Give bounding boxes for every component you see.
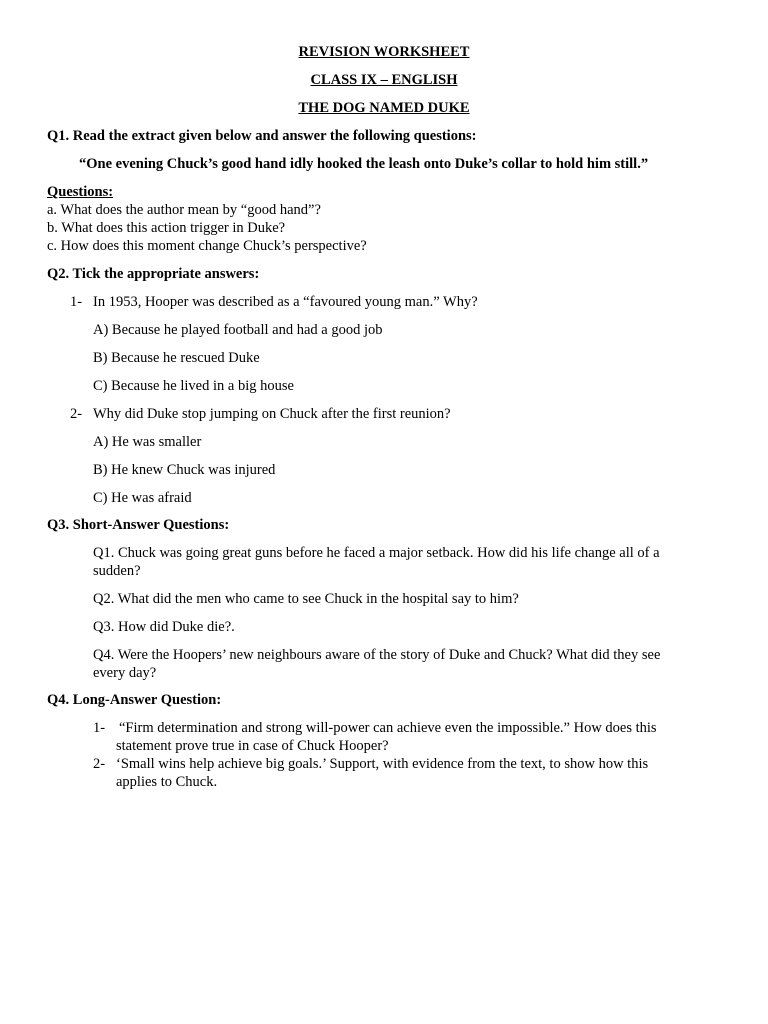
q4-item-1-line1: “Firm determination and strong will-power can achieve even the impossible.” How does this <box>119 720 657 736</box>
q2-question-1-text: In 1953, Hooper was described as a “favoured young man.” Why? <box>93 294 478 310</box>
q2-heading: Q2. Tick the appropriate answers: <box>47 266 260 282</box>
q2-question-2-option-a: A) He was smaller <box>93 434 202 450</box>
q2-question-2-option-b: B) He knew Chuck was injured <box>93 462 276 478</box>
q1-item-c: c. How does this moment change Chuck’s perspective? <box>47 238 367 254</box>
q3-item-2: Q2. What did the men who came to see Chuck in the hospital say to him? <box>93 591 519 607</box>
q2-question-1-number: 1- <box>70 294 83 310</box>
worksheet-title: REVISION WORKSHEET <box>298 44 470 60</box>
class-title: CLASS IX – ENGLISH <box>310 72 458 88</box>
q4-item-2-number: 2- <box>93 756 106 772</box>
q3-item-1-line2: sudden? <box>93 563 141 579</box>
q4-item-2-line1: ‘Small wins help achieve big goals.’ Support, with evidence from the text, to show how this <box>116 756 649 772</box>
q4-heading: Q4. Long-Answer Question: <box>47 692 222 708</box>
q2-question-2-text: Why did Duke stop jumping on Chuck after the first reunion? <box>93 406 451 422</box>
q2-question-2-option-c: C) He was afraid <box>93 490 192 506</box>
q2-question-1-option-c: C) Because he lived in a big house <box>93 378 294 394</box>
q2-question-2-number: 2- <box>70 406 83 422</box>
q4-item-1-number: 1- <box>93 720 106 736</box>
q2-question-1-option-a: A) Because he played football and had a good job <box>93 322 383 338</box>
q3-heading: Q3. Short-Answer Questions: <box>47 517 230 533</box>
q1-heading: Q1. Read the extract given below and answer the following questions: <box>47 128 477 144</box>
q1-item-b: b. What does this action trigger in Duke? <box>47 220 286 236</box>
q3-item-4-line1: Q4. Were the Hoopers’ new neighbours aware of the story of Duke and Chuck? What did they see <box>93 647 661 663</box>
q4-item-1-line2: statement prove true in case of Chuck Hooper? <box>116 738 389 754</box>
q2-question-1-option-b: B) Because he rescued Duke <box>93 350 260 366</box>
q1-questions-label: Questions: <box>47 184 114 200</box>
q3-item-1-line1: Q1. Chuck was going great guns before he faced a major setback. How did his life change all of a <box>93 545 660 561</box>
q1-extract: “One evening Chuck’s good hand idly hooked the leash onto Duke’s collar to hold him still.” <box>79 156 649 172</box>
q1-item-a: a. What does the author mean by “good hand”? <box>47 202 321 218</box>
q4-item-2-line2: applies to Chuck. <box>116 774 218 790</box>
q3-item-4-line2: every day? <box>93 665 157 681</box>
q3-item-3: Q3. How did Duke die?. <box>93 619 235 635</box>
chapter-title: THE DOG NAMED DUKE <box>298 100 470 116</box>
